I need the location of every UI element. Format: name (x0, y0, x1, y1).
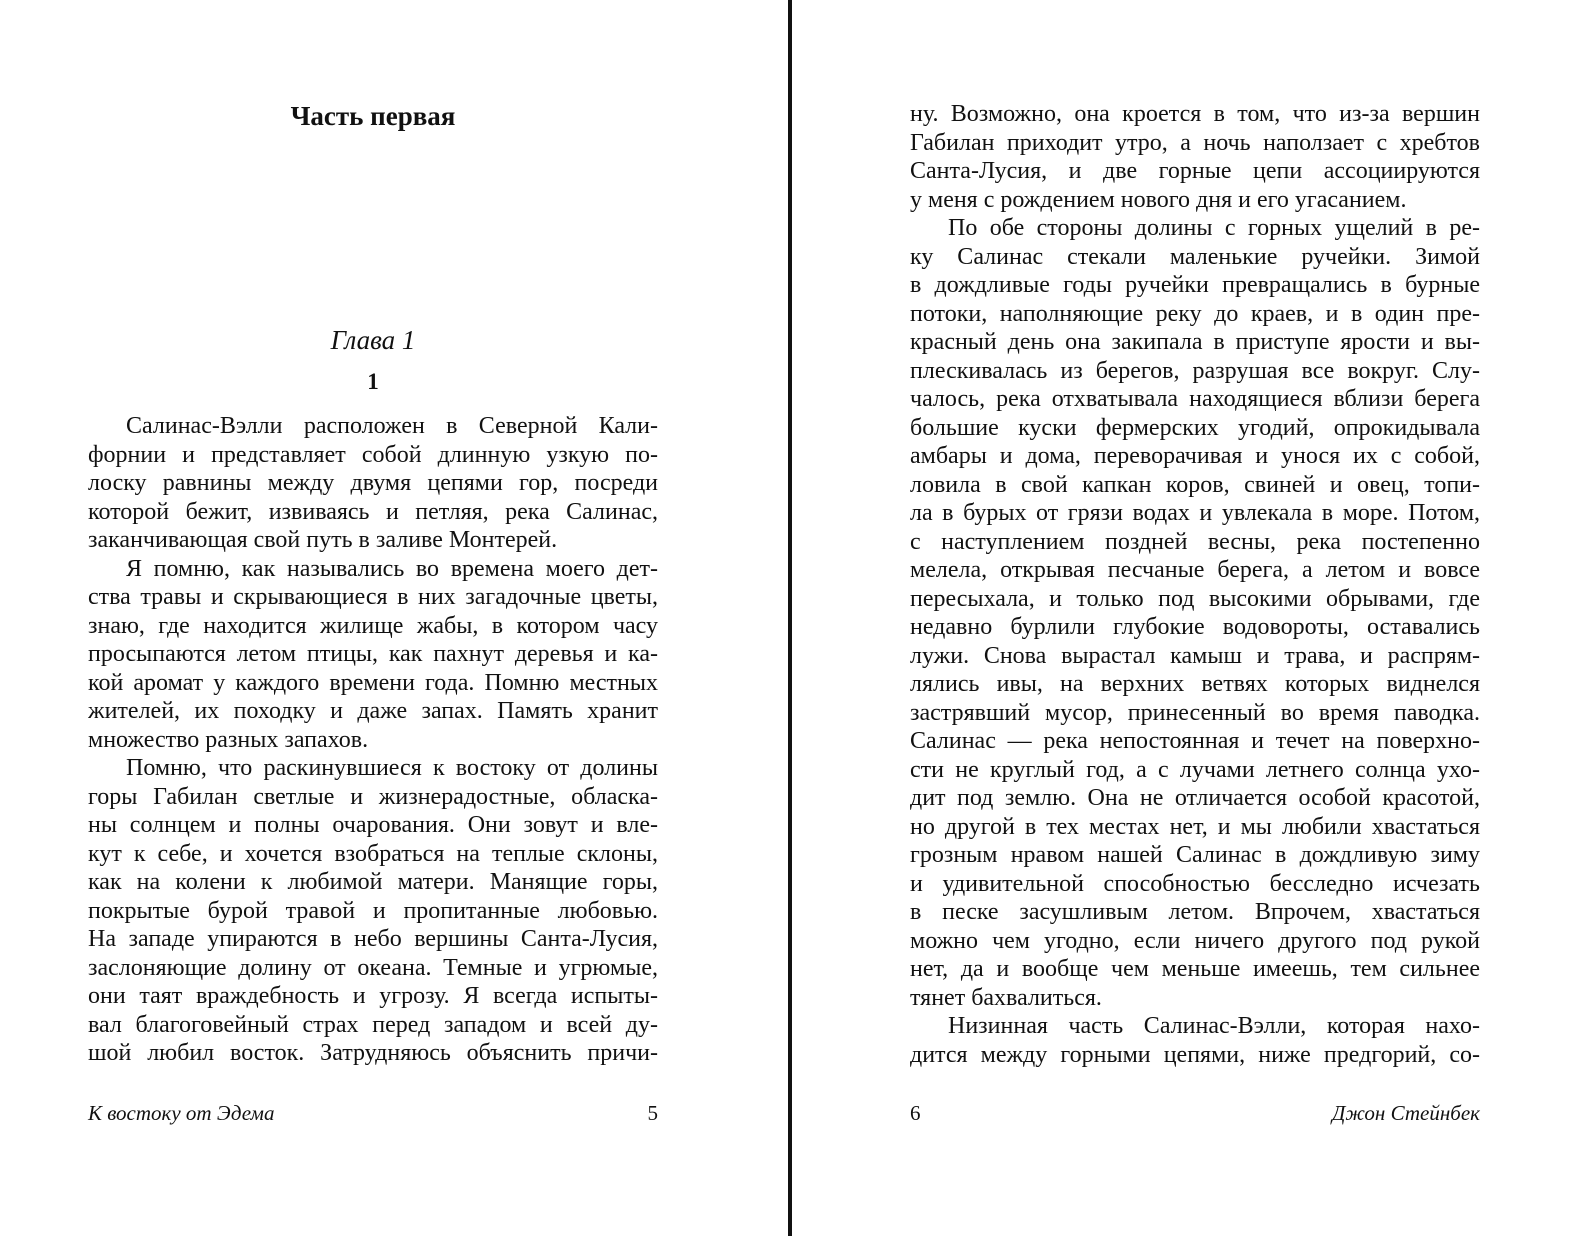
left-page-text (88, 412, 658, 1068)
left-page-number: 5 (647, 1101, 658, 1125)
text-line: в песке засушливым летом. Впрочем, хвастаться (910, 899, 1480, 925)
text-line: ловила в свой капкан коров, свиней и овец, топи- (910, 471, 1480, 498)
part-title: Часть первая (290, 101, 456, 131)
text-line: заслоняющие долину от океана. Темные и угрюмые, (88, 954, 658, 981)
left-page (0, 0, 788, 1236)
text-line: как на колени к любимой матери. Манящие горы, (88, 869, 658, 895)
text-line: можно чем угодно, если ничего другого под рукой (910, 927, 1480, 954)
text-line: Салинас — река непостоянная и течет на поверхно- (910, 728, 1480, 754)
text-line: Я помню, как назывались во времена моего дет- (126, 555, 658, 582)
text-line: дится между горными цепями, ниже предгорий, со- (910, 1041, 1480, 1068)
text-line: По обе стороны долины с горных ущелий в ре- (948, 215, 1480, 241)
text-line: недавно бурлили глубокие водовороты, оставались (910, 614, 1480, 640)
text-line: просыпаются летом птицы, как пахнут деревья и ка- (88, 641, 658, 667)
text-line: которой бежит, извиваясь и петляя, река Салинас, (88, 498, 658, 525)
text-line: На западе упираются в небо вершины Санта-Лусия, (88, 926, 658, 952)
text-line: ну. Возможно, она кроется в том, что из-за вершин (910, 101, 1480, 127)
right-page-text (910, 100, 1480, 1069)
text-line: застрявший мусор, принесенный во время паводка. (910, 699, 1480, 726)
text-line: Помню, что раскинувшиеся к востоку от долины (126, 755, 658, 781)
chapter-title: Глава 1 (330, 325, 416, 355)
text-line: ла в бурых от грязи водах и увлекала в море. Потом, (910, 500, 1480, 526)
text-line: чалось, река отхватывала находящиеся вблизи берега (910, 386, 1480, 412)
text-line: Габилан приходит утро, а ночь наползает с хребтов (910, 129, 1480, 156)
text-line: лоску равнины между двумя цепями гор, посреди (88, 470, 658, 496)
text-line: и удивительной способностью бесследно исчезать (910, 870, 1480, 897)
text-line: с наступлением поздней весны, река постепенно (910, 528, 1480, 555)
text-line: знаю, где находится жилище жабы, в котором часу (88, 612, 658, 639)
text-line: потоки, наполняющие реку до краев, и в один пре- (910, 300, 1480, 327)
text-line: множество разных запахов. (88, 726, 369, 753)
right-page-number: 6 (910, 1101, 921, 1125)
text-line: Салинас-Вэлли расположен в Северной Кали- (126, 413, 658, 439)
text-line: плескивалась из берегов, разрушая все вокруг. Слу- (910, 357, 1480, 384)
text-line: грозным нравом нашей Салинас в дождливую зиму (910, 842, 1480, 868)
text-line: красный день она закипала в приступе ярости и вы- (910, 329, 1480, 355)
text-line: лужи. Снова вырастал камыш и трава, и распрям- (910, 642, 1480, 669)
text-line: тянет бахвалиться. (910, 984, 1102, 1011)
text-line: большие куски фермерских угодий, опрокидывала (910, 414, 1480, 441)
text-line: нет, да и вообще чем меньше имеешь, тем сильнее (910, 956, 1480, 982)
text-line: горы Габилан светлые и жизнерадостные, обласка- (88, 783, 658, 810)
text-line: кут к себе, и хочется взобраться на теплые склоны, (88, 840, 658, 867)
text-line: ку Салинас стекали маленькие ручейки. Зимой (910, 243, 1480, 270)
text-line: жителей, их походку и даже запах. Память хранит (88, 698, 658, 724)
text-line: ства травы и скрывающиеся в них загадочные цветы, (88, 584, 658, 610)
text-line: лялись ивы, на верхних ветвях которых виднелся (910, 671, 1480, 697)
text-line: Низинная часть Салинас-Вэлли, которая нахо- (948, 1013, 1480, 1039)
text-line: заканчивающая свой путь в заливе Монтерей. (88, 527, 558, 553)
right-page (792, 0, 1584, 1236)
text-line: дит под землю. Она не отличается особой красотой, (910, 785, 1480, 811)
text-line: ны солнцем и полны очарования. Они зовут и вле- (88, 812, 658, 838)
text-line: у меня с рождением нового дня и его угасанием. (910, 186, 1407, 213)
text-line: мелела, открывая песчаные берега, а летом и вовсе (910, 557, 1480, 583)
text-line: сти не круглый год, а с лучами летнего солнца ухо- (910, 756, 1480, 783)
right-footer-author: Джон Стейнбек (1332, 1101, 1480, 1125)
text-line: форнии и представляет собой длинную узкую по- (88, 441, 658, 468)
text-line: шой любил восток. Затрудняюсь объяснить причи- (88, 1040, 658, 1066)
text-line: в дождливые годы ручейки превращались в бурные (910, 272, 1480, 298)
text-line: пересыхала, и только под высокими обрывами, где (910, 585, 1480, 612)
left-footer-book-title: К востоку от Эдема (88, 1101, 275, 1125)
text-line: кой аромат у каждого времени года. Помню местных (88, 669, 658, 696)
text-line: но другой в тех местах нет, и мы любили хвастаться (910, 813, 1480, 840)
text-line: вал благоговейный страх перед западом и всей ду- (88, 1011, 658, 1038)
section-number: 1 (367, 369, 379, 394)
text-line: они таят враждебность и угрозу. Я всегда испыты- (88, 983, 658, 1009)
text-line: покрытые бурой травой и пропитанные любовью. (88, 897, 658, 924)
text-line: Санта-Лусия, и две горные цепи ассоциируются (910, 158, 1480, 184)
text-line: амбары и дома, переворачивая и унося их с собой, (910, 443, 1480, 469)
